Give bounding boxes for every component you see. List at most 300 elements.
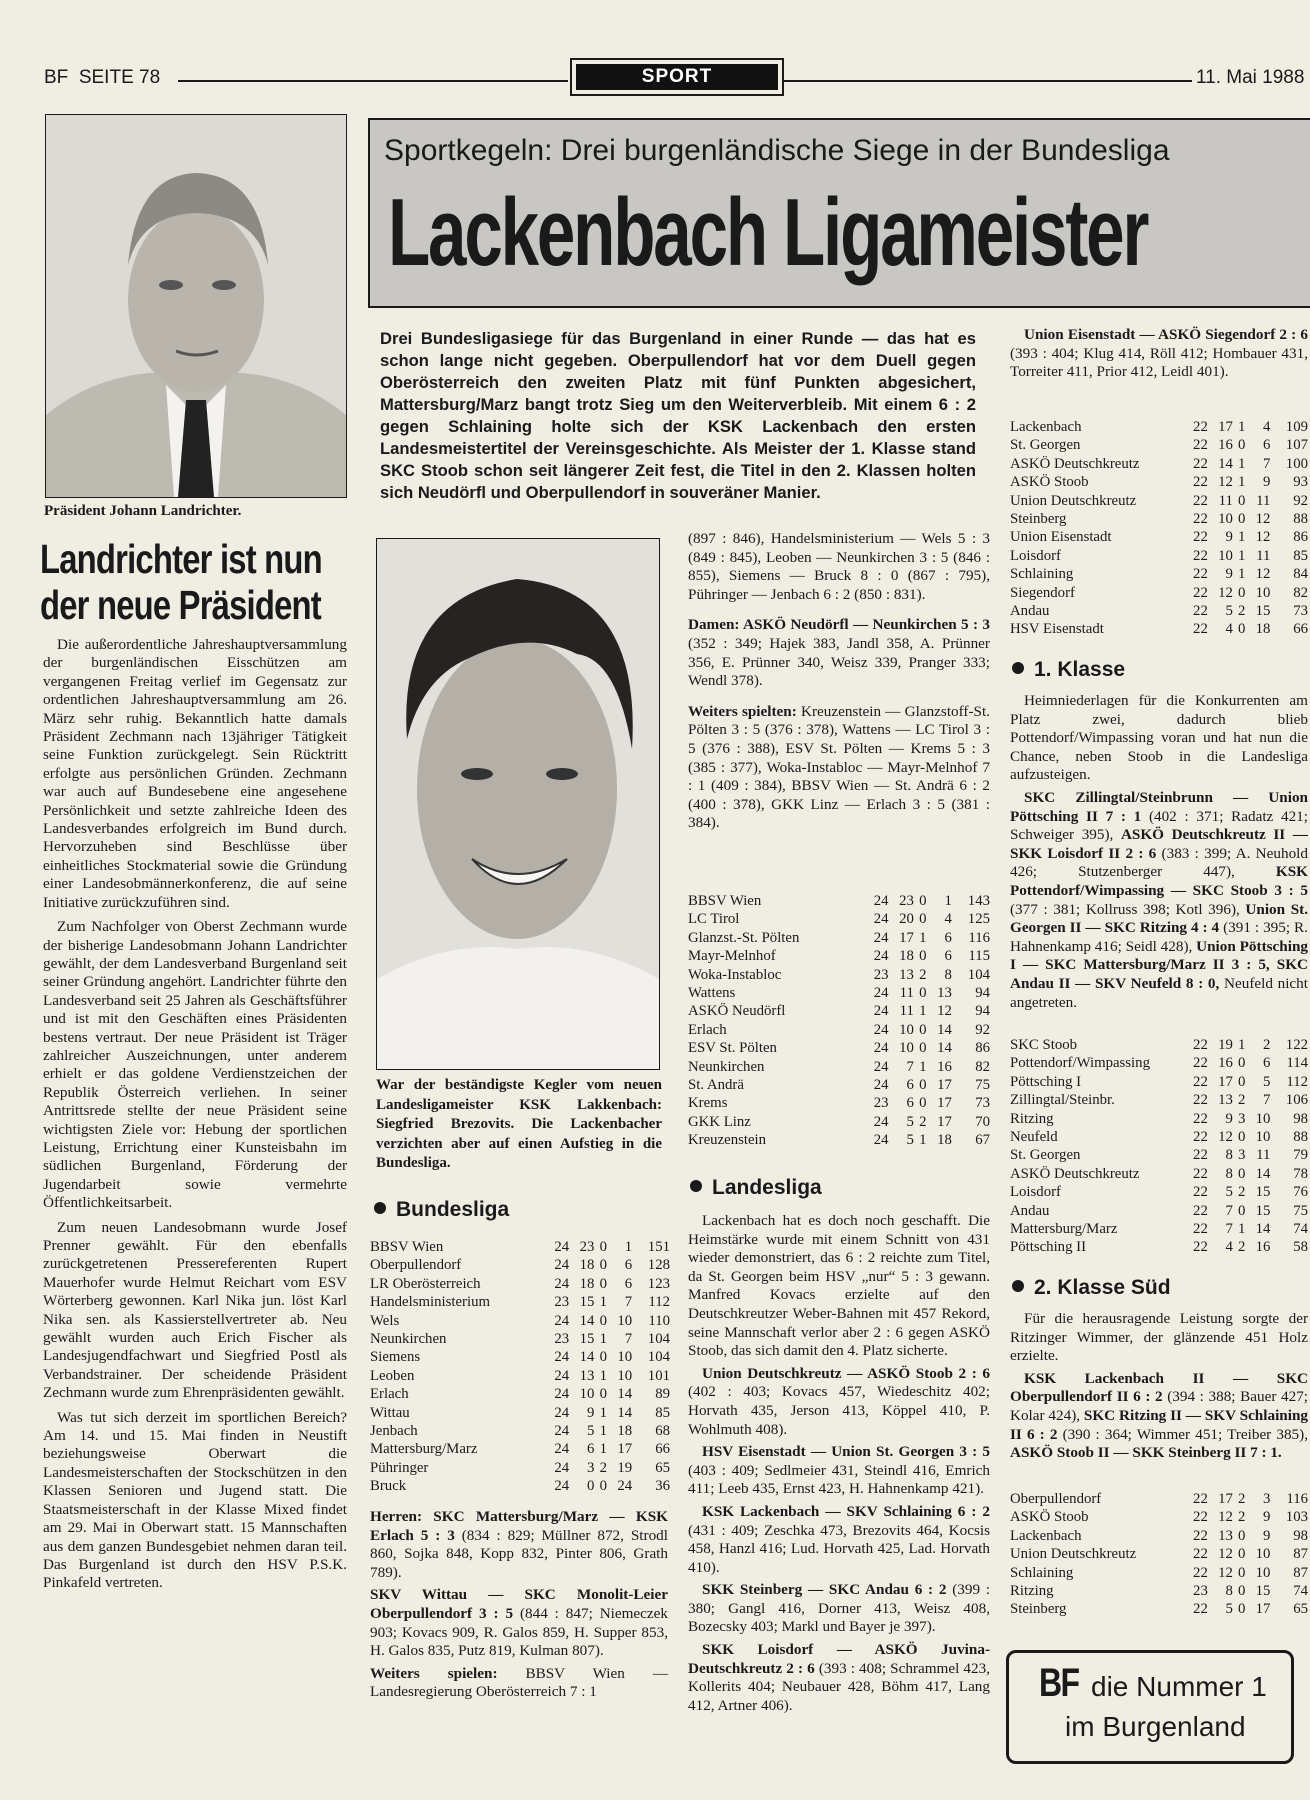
stat-cell: 5 (1225, 603, 1233, 620)
stat-cell: 22 (1193, 529, 1208, 546)
team-name: Wattens (688, 985, 736, 1002)
team-name: Mattersburg/Marz (370, 1441, 478, 1458)
table-row (688, 1131, 990, 1149)
landesliga-text (688, 1212, 990, 1719)
stat-cell: 18 (899, 948, 914, 965)
stat-cell: 14 (579, 1312, 595, 1329)
stat-cell: 14 (1255, 1221, 1271, 1238)
stat-cell: 70 (975, 1113, 990, 1130)
bullet-icon (374, 1202, 386, 1214)
team-name: SKC Stoob (1010, 1037, 1078, 1053)
stat-cell: 5 (586, 1423, 595, 1440)
stat-cell: 101 (647, 1367, 670, 1384)
landesliga-table (1010, 418, 1308, 639)
stat-cell: 0 (1237, 511, 1246, 528)
stat-cell: 1 (624, 1239, 633, 1255)
stat-cell: 22 (1193, 1601, 1208, 1618)
stat-cell: 1 (599, 1404, 607, 1421)
main-headline: Lackenbach Ligameister (388, 179, 1148, 286)
stat-cell: 106 (1285, 1092, 1308, 1109)
stat-cell: 5 (1225, 1184, 1233, 1201)
table-row (1010, 1073, 1308, 1091)
table-row (688, 929, 990, 947)
table-row (1010, 1238, 1308, 1256)
page-number: BF SEITE 78 (44, 67, 161, 88)
portrait-icon (377, 539, 659, 1069)
stat-cell: 0 (1237, 1546, 1246, 1563)
stat-cell: 12 (1255, 566, 1271, 583)
table-row (1010, 1582, 1308, 1600)
stat-cell: 85 (655, 1404, 670, 1421)
stat-cell: 78 (1293, 1165, 1308, 1182)
team-name: Steinberg (1010, 511, 1067, 528)
stat-cell: 24 (873, 1021, 889, 1038)
stat-cell: 17 (1255, 1601, 1271, 1618)
table-row (1010, 1110, 1308, 1128)
stat-cell: 22 (1193, 1129, 1208, 1146)
stat-cell: 22 (1193, 1037, 1208, 1053)
ad-brand: BF (1039, 1661, 1079, 1705)
stat-cell: 0 (1237, 1165, 1246, 1182)
stat-cell: 24 (554, 1312, 570, 1329)
stat-cell: 13 (899, 966, 914, 983)
stat-cell: 94 (975, 1003, 990, 1020)
table-row (688, 1076, 990, 1094)
damen-table (688, 892, 990, 1150)
stat-cell: 0 (919, 1077, 927, 1094)
stat-cell: 9 (1262, 1527, 1271, 1544)
stat-cell: 16 (1218, 437, 1233, 454)
stat-cell: 2 (1237, 1509, 1246, 1526)
stat-cell: 3 (1262, 1491, 1271, 1507)
team-name: Loisdorf (1010, 1184, 1061, 1201)
stat-cell: 65 (655, 1459, 670, 1476)
stat-cell: 22 (1193, 1165, 1208, 1182)
stat-cell: 1 (599, 1423, 607, 1440)
stat-cell: 24 (873, 1132, 889, 1149)
stat-cell: 10 (899, 1040, 914, 1057)
stat-cell: 66 (1293, 621, 1308, 638)
portrait-icon (46, 115, 346, 497)
stat-cell: 4 (1262, 419, 1271, 435)
stat-cell: 0 (919, 1095, 927, 1112)
left-paragraph-4: Was tut sich derzeit im sportlichen Bereich? Am 14. und 15. Mai finden in Neustift beziehungsweise Oberwart die Landesmeisterschaften der Stockschützen in den Klassen Senioren und Jugend statt. Die Staatsmeisterschaft in der Klasse Mixed findet am 29. Mai in Oberwart statt. 15 Mannschaften aus dem ganzen Bundesgebiet nehmen daran teil. Das Burgenland ist durch den HSV P.S.K. Pinkafeld vertreten. (43, 1408, 347, 1592)
stat-cell: 13 (1218, 1092, 1233, 1109)
stat-cell: 22 (1193, 1509, 1208, 1526)
team-name: Steinberg (1010, 1601, 1067, 1618)
stat-cell: 11 (1256, 547, 1271, 564)
team-name: Pühringer (370, 1459, 429, 1476)
stat-cell: 6 (586, 1441, 595, 1458)
stat-cell: 6 (906, 1077, 914, 1094)
table-row (1010, 620, 1308, 638)
stat-cell: 24 (554, 1367, 570, 1384)
stat-cell: 10 (617, 1349, 633, 1366)
stat-cell: 0 (1237, 1202, 1246, 1219)
klasse1-heading-label: 1. Klasse (1034, 658, 1126, 681)
stat-cell: 5 (906, 1113, 914, 1130)
team-name: Andau (1010, 1202, 1050, 1219)
stat-cell: 1 (1237, 474, 1246, 491)
stat-cell: 0 (919, 948, 927, 965)
stat-cell: 0 (1237, 1601, 1246, 1618)
team-name: Wittau (370, 1404, 410, 1421)
stat-cell: 4 (1225, 621, 1233, 638)
stat-cell: 92 (975, 1021, 990, 1038)
photo-caption-brezovits: War der beständigste Kegler vom neuen Landesligameister KSK Lakkenbach: Siegfried Brezovits. Die Lackenbacher verzichten aber auf einen Aufstieg in die Bundesliga. (376, 1077, 662, 1171)
stat-cell: 23 (579, 1239, 595, 1255)
stat-cell: 10 (1255, 1129, 1271, 1146)
table-row (1010, 1527, 1308, 1545)
stat-cell: 14 (617, 1386, 633, 1403)
left-headline-1: Landrichter ist nun (40, 536, 322, 582)
stat-cell: 7 (1225, 1202, 1233, 1219)
stat-cell: 24 (554, 1275, 570, 1292)
stat-cell: 1 (1237, 1037, 1246, 1053)
stat-cell: 18 (579, 1257, 595, 1274)
stat-cell: 93 (1293, 474, 1308, 491)
table-row (1010, 1091, 1308, 1109)
stat-cell: 10 (1218, 547, 1233, 564)
team-name: Zillingtal/Steinbr. (1010, 1092, 1115, 1109)
team-name: Erlach (370, 1386, 409, 1403)
bullet-icon (1012, 662, 1024, 674)
stat-cell: 22 (1193, 547, 1208, 564)
stat-cell: 19 (617, 1459, 633, 1476)
stat-cell: 151 (647, 1239, 670, 1255)
col3-damen: Damen: ASKÖ Neudörfl — Neunkirchen 5 : 3 (352 : 349; Hajek 383, Jandl 358, A. Prünner 356, E. Prünner 340, Weisz 339, Pranger 333; Wendl 378). (688, 616, 990, 690)
stat-cell: 9 (1262, 474, 1271, 491)
stat-cell: 24 (873, 948, 889, 965)
stat-cell: 22 (1193, 1221, 1208, 1238)
ll-game-1: Union Deutschkreutz — ASKÖ Stoob 2 : 6 (402 : 403; Kovacs 457, Wiedeschitz 402; Horvath 435, Jerson 413, Köppel 410, P. Wohlmuth 408). (688, 1364, 990, 1438)
stat-cell: 12 (1218, 474, 1233, 491)
stat-cell: 0 (599, 1312, 607, 1329)
table-row (1010, 1202, 1308, 1220)
stat-cell: 2 (1237, 1491, 1246, 1507)
stat-cell: 22 (1193, 1491, 1208, 1507)
landesliga-heading-label: Landesliga (712, 1176, 822, 1199)
table-row (1010, 1220, 1308, 1238)
team-name: Schlaining (1010, 1564, 1074, 1581)
stat-cell: 0 (1237, 437, 1246, 454)
team-name: Oberpullendorf (1010, 1491, 1102, 1507)
table-row (370, 1404, 670, 1422)
issue-date: 11. Mai 1988 (1196, 67, 1305, 88)
stat-cell: 11 (1218, 492, 1233, 509)
kicker: Sportkegeln: Drei burgenländische Siege in der Bundesliga (384, 134, 1170, 167)
team-name: Loisdorf (1010, 547, 1061, 564)
left-paragraph-1: Die außerordentliche Jahreshauptversammlung der burgenländischen Eisschützen am vergangenen Freitag verlief im Gegensatz zur ordentlichen Jahreshauptversammlung am 26. März sehr ruhig. Bekanntlich hatte damals Präsident Zechmann nach 13jähriger Tätigkeit seine Funktion zurückgelegt. Sein Rücktritt erfolgte aus persönlichen Gründen. Zechmann war auch auf Bundesebene eine angesehene Persönlichkeit und setzte zahlreiche Ideen des Landesverbandes erfolgreich im Bund durch. Hervorzuheben sind Beschlüsse über einheitliches Stockmaterial sowie die Gründung einer Landesobmännerkonferenz, die auf seine Initiative zurückzuführen sind. (43, 636, 347, 911)
stat-cell: 73 (1293, 603, 1308, 620)
stat-cell: 116 (968, 929, 990, 946)
table-row (370, 1330, 670, 1348)
stat-cell: 16 (937, 1058, 952, 1075)
klasse1-results: SKC Zillingtal/Steinbrunn — Union Pöttsching II 7 : 1 (402 : 371; Radatz 421; Schweiger 395), ASKÖ Deutschkreutz II — SKK Loisdorf II 2 : 6 (383 : 399; A. Neuhold 426; Stutzenberger 447), KSK Pottendorf/Wimpassing — SKC Stoob 3 : 5 (377 : 381; Kollruss 398; Kotl 396), Union St. Georgen II — SKC Ritzing 4 : 4 (391 : 395; R. Hahnenkamp 416; Seidl 428), Union Pöttsching I — SKC Mattersburg/Marz II 3 : 5, SKC Andau II — SKV Neufeld 8 : 0, Neufeld nicht angetreten. (1010, 788, 1309, 1011)
table-row (1010, 1165, 1308, 1183)
stat-cell: 10 (579, 1386, 595, 1403)
stat-cell: 79 (1293, 1147, 1308, 1164)
stat-cell: 84 (1293, 566, 1308, 583)
stat-cell: 11 (899, 985, 914, 1002)
stat-cell: 23 (554, 1294, 570, 1311)
stat-cell: 1 (919, 1058, 927, 1075)
team-name: Erlach (688, 1021, 727, 1038)
team-name: ASKÖ Stoob (1010, 1509, 1089, 1526)
team-name: ASKÖ Stoob (1010, 474, 1089, 491)
table-row (370, 1275, 670, 1293)
stat-cell: 14 (937, 1021, 952, 1038)
team-name: Lackenbach (1010, 1527, 1082, 1544)
stat-cell: 17 (1218, 1491, 1233, 1507)
col3-weiters: Weiters spielten: Kreuzenstein — Glanzstoff-St. Pölten 3 : 5 (376 : 378), Wattens — LC Tirol 3 : 5 (376 : 388), ESV St. Pölten — Krems 5 : 3 (385 : 377), Woka-Instabloc — Mayr-Melnhof 7 : 1 (409 : 384), BBSV Wien — St. Andrä 6 : 2 (400 : 378), GKK Linz — Erlach 3 : 5 (381 : 384). (688, 702, 991, 832)
stat-cell: 0 (919, 893, 927, 909)
stat-cell: 22 (1193, 621, 1208, 638)
stat-cell: 104 (967, 966, 990, 983)
table-row (1010, 418, 1308, 436)
table-row (688, 1113, 990, 1131)
stat-cell: 22 (1193, 584, 1208, 601)
stat-cell: 8 (1225, 1583, 1233, 1600)
stat-cell: 17 (617, 1441, 633, 1458)
header-rule-right (782, 80, 1192, 82)
stat-cell: 9 (586, 1404, 595, 1421)
bundesliga-heading (374, 1198, 509, 1222)
stat-cell: 86 (975, 1040, 990, 1057)
stat-cell: 8 (944, 966, 952, 983)
stat-cell: 22 (1193, 492, 1208, 509)
stat-cell: 0 (599, 1275, 607, 1292)
stat-cell: 74 (1293, 1583, 1308, 1600)
stat-cell: 24 (554, 1257, 570, 1274)
team-name: LR Oberösterreich (370, 1275, 481, 1292)
stat-cell: 3 (586, 1459, 595, 1476)
stat-cell: 2 (919, 1113, 927, 1130)
stat-cell: 6 (944, 929, 952, 946)
table-row (688, 947, 990, 965)
stat-cell: 22 (1193, 1546, 1208, 1563)
stat-cell: 10 (617, 1367, 633, 1384)
stat-cell: 58 (1293, 1239, 1308, 1256)
stat-cell: 1 (919, 1003, 927, 1020)
stat-cell: 15 (1255, 1583, 1271, 1600)
stat-cell: 10 (1255, 1546, 1271, 1563)
stat-cell: 115 (968, 948, 990, 965)
stat-cell: 22 (1193, 1073, 1208, 1090)
team-name: St. Georgen (1010, 1147, 1081, 1164)
klasse2-results: KSK Lackenbach II — SKC Oberpullendorf II 6 : 2 (394 : 388; Bauer 427; Kolar 424), SKC Ritzing II — SKV Schlaining II 6 : 2 (390 : 364; Wimmer 451; Treiber 385), ASKÖ Stoob II — SKK Steinberg II 7 : 1. (1010, 1369, 1309, 1462)
stat-cell: 73 (975, 1095, 990, 1112)
stat-cell: 1 (599, 1331, 607, 1348)
table-row (1010, 1508, 1308, 1526)
team-name: Pottendorf/Wimpassing (1010, 1055, 1150, 1072)
stat-cell: 24 (873, 985, 889, 1002)
team-name: ASKÖ Deutschkreutz (1010, 1165, 1140, 1182)
ll-game-2: HSV Eisenstadt — Union St. Georgen 3 : 5 (403 : 409; Sedlmeier 431, Steindl 416, Emrich 411; Leeb 435, Ernst 423, H. Hahnenkamp 421). (688, 1443, 990, 1498)
stat-cell: 2 (1237, 1184, 1246, 1201)
stat-cell: 65 (1293, 1601, 1308, 1618)
klasse2-intro: Für die herausragende Leistung sorgte der Ritzinger Wimmer, der glänzende 451 Holz erzielte. (1010, 1310, 1308, 1365)
team-name: Neunkirchen (688, 1058, 765, 1075)
table-row (688, 892, 990, 910)
team-name: HSV Eisenstadt (1010, 621, 1104, 638)
stat-cell: 143 (967, 893, 990, 909)
table-row (370, 1440, 670, 1458)
table-row (1010, 1545, 1308, 1563)
stat-cell: 24 (554, 1349, 570, 1366)
stat-cell: 24 (554, 1404, 570, 1421)
stat-cell: 3 (1237, 1110, 1246, 1127)
bl-result-1: Herren: SKC Mattersburg/Marz — KSK Erlach 5 : 3 (834 : 829; Müllner 872, Strodl 860, Sojka 848, Kopp 832, Pinter 806, Grath 789). (370, 1508, 668, 1581)
stat-cell: 1 (1237, 455, 1246, 472)
bundesliga-results (370, 1508, 668, 1706)
stat-cell: 4 (944, 911, 952, 928)
stat-cell: 0 (919, 911, 927, 928)
stat-cell: 14 (617, 1404, 633, 1421)
stat-cell: 24 (873, 1003, 889, 1020)
stat-cell: 0 (919, 1021, 927, 1038)
klasse1-text (1010, 692, 1308, 1016)
stat-cell: 87 (1293, 1546, 1308, 1563)
table-row (1010, 584, 1308, 602)
stat-cell: 17 (937, 1095, 952, 1112)
table-row (370, 1459, 670, 1477)
table-row (370, 1256, 670, 1274)
stat-cell: 22 (1193, 603, 1208, 620)
ll-game-3: KSK Lackenbach — SKV Schlaining 6 : 2 (431 : 409; Zeschka 473, Brezovits 464, Kocsis 458, Hanzl 416; Lud. Horvath 425, Lad. Horvath 410). (688, 1502, 990, 1576)
stat-cell: 3 (1237, 1147, 1246, 1164)
stat-cell: 0 (1237, 621, 1246, 638)
stat-cell: 22 (1193, 1239, 1208, 1256)
team-name: Leoben (370, 1367, 415, 1384)
stat-cell: 22 (1193, 419, 1208, 435)
stat-cell: 0 (919, 985, 927, 1002)
table-row (688, 984, 990, 1002)
stat-cell: 1 (1237, 419, 1246, 435)
photo-landrichter (45, 114, 347, 498)
stat-cell: 22 (1193, 1147, 1208, 1164)
stat-cell: 128 (647, 1257, 670, 1274)
left-paragraph-2: Zum Nachfolger von Oberst Zechmann wurde der bisherige Landesobmann Johann Landrichter gewählt, der dem Landesverband Burgenland seit seiner Gründung angehört. Landrichter führte den Landesverband seit 25 Jahren als Geschäftsführer und ist mit den Geschäften eines Präsidenten bestens vertraut. Der neue Präsident ist Träger zahlreicher Auszeichnungen, unter anderem erhielt er das goldene Verdienstzeichen der Republik Österreich verliehen. In seiner Antrittsrede stellte der neue Präsident seine wichtigsten Ziele vor: Hebung der sportlichen Leistung, Errichtung einer Kunsteisbahn im südlichen Burgenland, Förderung der Jugendarbeit sowie vermehrte Öffentlichkeitsarbeit. (43, 918, 347, 1212)
stat-cell: 0 (1237, 1073, 1246, 1090)
stat-cell: 12 (1255, 511, 1271, 528)
stat-cell: 15 (1255, 1184, 1271, 1201)
team-name: Handelsministerium (370, 1294, 491, 1311)
team-name: Neufeld (1010, 1129, 1058, 1146)
stat-cell: 5 (906, 1132, 914, 1149)
stat-cell: 1 (919, 1132, 927, 1149)
stat-cell: 103 (1285, 1509, 1308, 1526)
stat-cell: 116 (1286, 1491, 1308, 1507)
stat-cell: 12 (937, 1003, 952, 1020)
stat-cell: 109 (1285, 419, 1308, 435)
bf-advert (1006, 1650, 1294, 1764)
stat-cell: 2 (1262, 1037, 1271, 1053)
bl-result-3: Weiters spielen: BBSV Wien — Landesregierung Oberösterreich 7 : 1 (370, 1664, 669, 1701)
stat-cell: 24 (554, 1423, 570, 1440)
team-name: Mattersburg/Marz (1010, 1221, 1118, 1238)
col3-cont: (897 : 846), Handelsministerium — Wels 5 : 3 (849 : 845), Leoben — Neunkirchen 3 : 5 (846 : 855), Siemens — Bruck 8 : 0 (867 : 795), Pühringer — Jenbach 6 : 2 (850 : 831). (688, 530, 990, 603)
stat-cell: 0 (599, 1257, 607, 1274)
col4-top-result (1010, 326, 1308, 386)
team-name: Glanzst.-St. Pölten (688, 929, 800, 946)
landesliga-intro: Lackenbach hat es doch noch geschafft. Die Heimstärke wurde mit einem Schnitt von 431 wieder demonstriert, das 6 : 2 reichte zum Titel, da St. Georgen beim HSV „nur“ 5 : 3 gewann. Manfred Kovacs erzielte auf den Deutschkreutzer Weber-Bahnen mit 457 Rekord, seine Mannschaft verlor aber 2 : 6 gegen ASKÖ Stoob, das sich damit den 4. Platz sicherte. (688, 1212, 990, 1360)
team-name: Bruck (370, 1478, 407, 1495)
stat-cell: 24 (873, 911, 889, 928)
stat-cell: 24 (617, 1478, 633, 1495)
stat-cell: 0 (599, 1239, 607, 1255)
stat-cell: 15 (579, 1294, 595, 1311)
photo-brezovits (376, 538, 660, 1070)
team-name: Pöttsching I (1010, 1073, 1082, 1090)
stat-cell: 0 (586, 1478, 595, 1495)
klasse2-heading-label: 2. Klasse Süd (1034, 1276, 1171, 1299)
stat-cell: 6 (906, 1095, 914, 1112)
stat-cell: 2 (599, 1459, 607, 1476)
table-row (1010, 1054, 1308, 1072)
stat-cell: 94 (975, 985, 990, 1002)
stat-cell: 12 (1218, 1129, 1233, 1146)
team-name: Neunkirchen (370, 1331, 447, 1348)
stat-cell: 8 (1225, 1147, 1233, 1164)
left-article-body (43, 636, 347, 1599)
stat-cell: 18 (1255, 621, 1271, 638)
table-row (688, 966, 990, 984)
stat-cell: 22 (1193, 1184, 1208, 1201)
stat-cell: 20 (899, 911, 914, 928)
ad-line-1: die Nummer 1 (1091, 1671, 1267, 1702)
bundesliga-heading-label: Bundesliga (396, 1198, 510, 1221)
lead-paragraph: Drei Bundesligasiege für das Burgenland in einer Runde — das hat es schon lange nicht gegeben. Oberpullendorf hat vor dem Duell gegen Oberösterreich den zweiten Platz mit fünf Punkten abgesichert, Mattersburg/Marz bangt trotz Sieg um den Weiterverbleib. Mit einem 6 : 2 gegen Schlaining holte sich der KSK Lackenbach den ersten Landesmeistertitel der Vereinsgeschichte. Als Meister der 1. Klasse stand SKC Stoob schon seit längerer Zeit fest, die Titel in den 2. Klassen holten sich Neudörfl und Oberpullendorf in souveräner Manier. (380, 329, 976, 502)
table-row (1010, 1183, 1308, 1201)
section-label-box (570, 58, 784, 96)
stat-cell: 122 (1285, 1037, 1308, 1053)
stat-cell: 23 (873, 966, 889, 983)
table-row (1010, 473, 1308, 491)
stat-cell: 22 (1193, 1564, 1208, 1581)
stat-cell: 1 (1237, 566, 1246, 583)
stat-cell: 17 (899, 929, 914, 946)
stat-cell: 17 (937, 1077, 952, 1094)
left-headline-2: der neue Präsident (40, 582, 321, 628)
team-name: St. Georgen (1010, 437, 1081, 454)
stat-cell: 4 (1225, 1239, 1233, 1256)
table-row (1010, 1600, 1308, 1618)
col3-results (688, 530, 990, 837)
stat-cell: 23 (873, 1095, 889, 1112)
stat-cell: 75 (1293, 1202, 1308, 1219)
stat-cell: 18 (937, 1132, 952, 1149)
table-row (688, 1021, 990, 1039)
stat-cell: 15 (1255, 1202, 1271, 1219)
team-name: Krems (688, 1095, 728, 1112)
stat-cell: 19 (1218, 1037, 1233, 1053)
table-row (370, 1293, 670, 1311)
stat-cell: 74 (1293, 1221, 1308, 1238)
table-row (688, 1039, 990, 1057)
stat-cell: 22 (1193, 1092, 1208, 1109)
stat-cell: 17 (1218, 1073, 1233, 1090)
stat-cell: 12 (1218, 1509, 1233, 1526)
stat-cell: 15 (1255, 603, 1271, 620)
stat-cell: 98 (1293, 1527, 1308, 1544)
stat-cell: 104 (647, 1331, 670, 1348)
team-name: Pöttsching II (1010, 1239, 1087, 1256)
team-name: Oberpullendorf (370, 1257, 462, 1274)
stat-cell: 0 (1237, 492, 1246, 509)
stat-cell: 17 (937, 1113, 952, 1130)
stat-cell: 0 (1237, 1055, 1246, 1072)
